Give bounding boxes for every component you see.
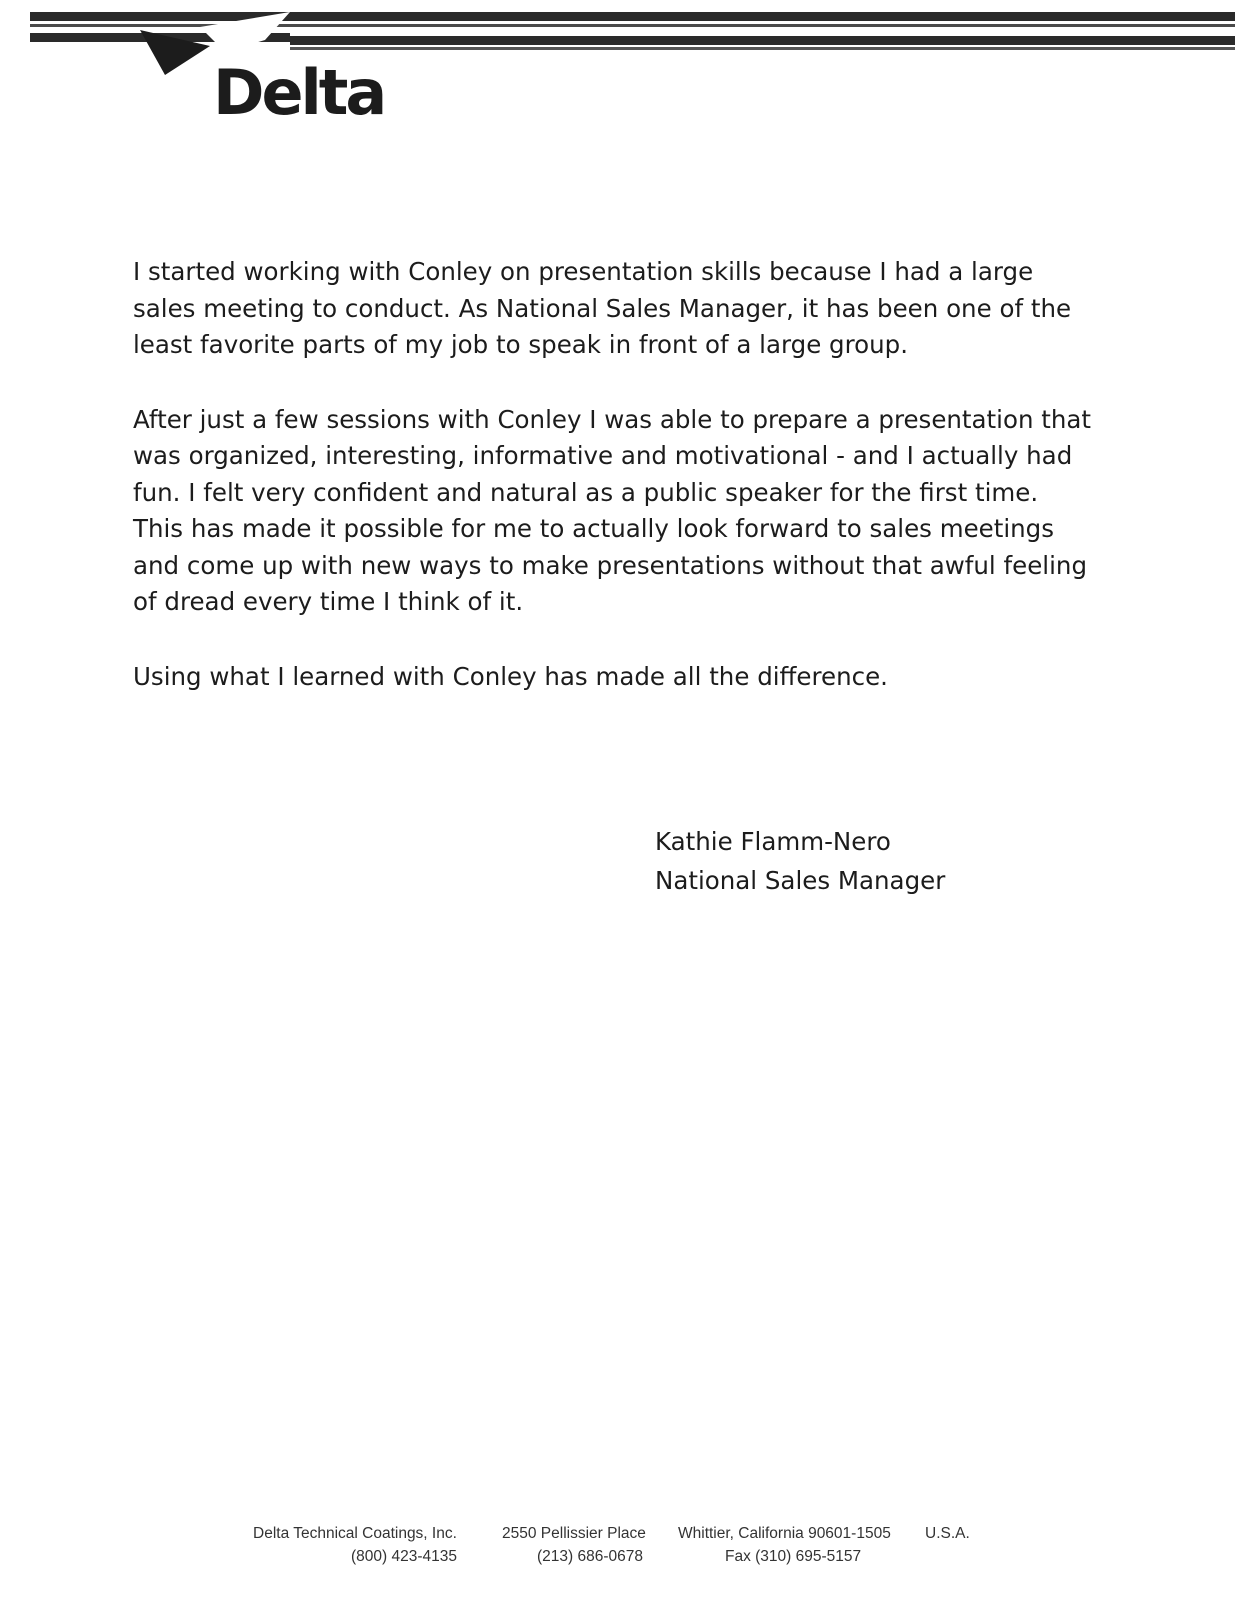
- delta-logo-text: Delta: [213, 56, 385, 129]
- signer-title: National Sales Manager: [655, 866, 946, 895]
- footer-fax: Fax (310) 695-5157: [725, 1548, 862, 1565]
- letterhead: [0, 0, 1239, 140]
- footer-address: 2550 Pellissier Place: [502, 1525, 646, 1542]
- signature-block: [655, 822, 945, 900]
- paragraph-2: After just a few sessions with Conley I was able to prepare a presentation that was organized, interesting, informative and motivational - and I actually had fun. I felt very confident and natural as a public speaker for the first time. This has made it possible for me to actually look forward to sales meetings and come up with new ways to make presentations without that awful feeling of dread every time I think of it.: [133, 404, 1092, 616]
- footer-phone-tollfree: (800) 423-4135: [351, 1548, 457, 1565]
- footer-phone-local: (213) 686-0678: [537, 1548, 643, 1565]
- delta-stripes-logo: [0, 0, 1239, 140]
- signer-name: Kathie Flamm-Nero: [655, 827, 891, 856]
- paragraph-3: Using what I learned with Conley has made all the difference.: [133, 661, 888, 691]
- letter-body: [133, 254, 1093, 733]
- footer-company: Delta Technical Coatings, Inc.: [253, 1525, 457, 1542]
- footer-city: Whittier, California 90601-1505: [678, 1525, 891, 1542]
- paragraph-1: I started working with Conley on presentation skills because I had a large sales meeting to conduct. As National Sales Manager, it has been one of the least favorite parts of my job to speak in front of a large group.: [133, 257, 1072, 359]
- footer-country: U.S.A.: [925, 1525, 970, 1542]
